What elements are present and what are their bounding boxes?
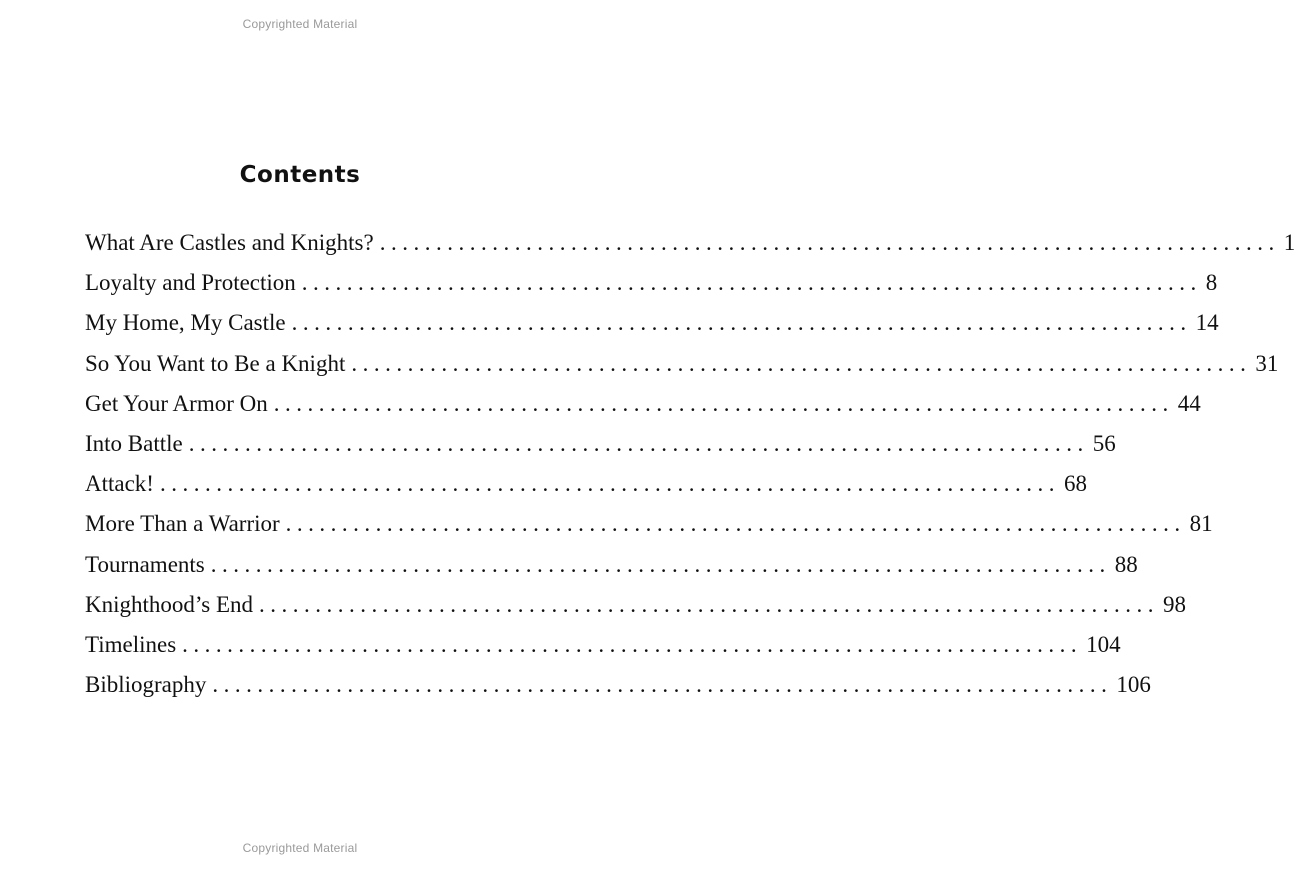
toc-entry-title: Tournaments: [85, 552, 211, 578]
toc-entry-page: 56: [1089, 431, 1116, 457]
toc-entry: [85, 430, 1116, 471]
toc-entry-title: Loyalty and Protection: [85, 270, 302, 296]
toc-entry: [85, 350, 1279, 391]
toc-entry-page: 31: [1251, 351, 1278, 377]
toc-entry: [85, 591, 1187, 632]
toc-entry-page: 104: [1082, 632, 1121, 658]
toc-entry-page: 44: [1174, 391, 1201, 417]
toc-dot-leader: ................................................................................: [159, 471, 1060, 497]
toc-dot-leader: ................................................................................: [188, 430, 1089, 456]
toc-entry: [85, 631, 1121, 672]
toc-dot-leader: ................................................................................: [379, 230, 1280, 255]
toc-entry: [85, 310, 1219, 350]
toc-entry-title: Knighthood’s End: [85, 592, 259, 618]
toc-entry: [85, 471, 1087, 511]
toc-entry-page: 106: [1112, 672, 1151, 698]
toc-dot-leader: ................................................................................: [259, 591, 1160, 617]
toc-entry: [85, 230, 1295, 270]
toc-entry-page: 8: [1202, 270, 1218, 296]
toc-dot-leader: ................................................................................: [212, 672, 1113, 698]
toc-entry-title: Bibliography: [85, 672, 212, 698]
watermark-top: Copyrighted Material: [242, 17, 358, 31]
toc-dot-leader: ................................................................................: [351, 350, 1252, 376]
toc-entry-page: 14: [1192, 310, 1219, 336]
toc-entry-title: What Are Castles and Knights?: [85, 230, 380, 256]
toc-entry-page: 1: [1280, 230, 1295, 256]
watermark-bottom: Copyrighted Material: [242, 841, 358, 855]
toc-entry: [85, 390, 1201, 431]
toc-entry-page: 88: [1111, 552, 1138, 578]
toc-dot-leader: ................................................................................: [301, 270, 1202, 296]
toc-entry: [85, 551, 1138, 592]
toc-dot-leader: ................................................................................: [285, 511, 1186, 537]
toc-entry-page: 81: [1186, 511, 1213, 537]
toc-entry: [85, 270, 1218, 310]
toc-dot-leader: ................................................................................: [182, 631, 1083, 657]
toc-entry-page: 68: [1060, 471, 1087, 497]
toc-entry: [85, 672, 1151, 712]
toc-entry-page: 98: [1159, 592, 1186, 618]
toc-entry-title: So You Want to Be a Knight: [85, 351, 351, 377]
toc-entry-title: My Home, My Castle: [85, 310, 292, 336]
toc-dot-leader: ................................................................................: [210, 551, 1111, 577]
toc-entry: [85, 511, 1213, 551]
toc-entry-title: More Than a Warrior: [85, 511, 286, 537]
toc-entry-title: Get Your Armor On: [85, 391, 274, 417]
toc-dot-leader: ................................................................................: [273, 390, 1174, 416]
toc-dot-leader: ................................................................................: [291, 310, 1192, 336]
contents-heading: Contents: [239, 162, 361, 188]
toc-entry-title: Into Battle: [85, 431, 189, 457]
toc-entry-title: Timelines: [85, 632, 182, 658]
table-of-contents: [85, 230, 1295, 712]
toc-entry-title: Attack!: [85, 471, 160, 497]
